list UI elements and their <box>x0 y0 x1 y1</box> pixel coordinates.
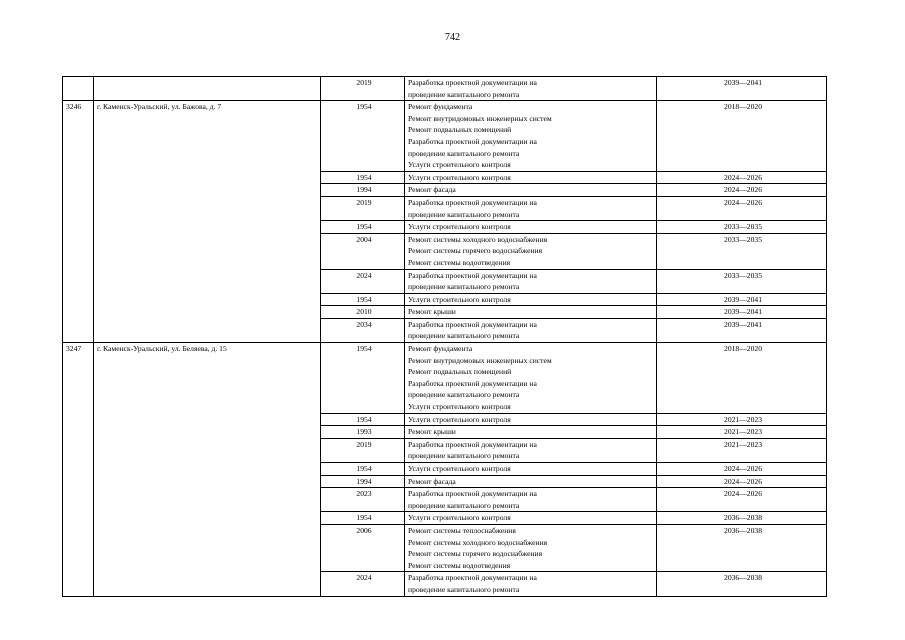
work-type-line: Ремонт подвальных помещений <box>408 125 512 135</box>
year-cell: 2019 <box>321 77 405 101</box>
planned-period-cell: 2033—2035 <box>657 269 827 293</box>
work-type-cell <box>405 196 657 220</box>
year-cell: 1954 <box>321 101 405 172</box>
work-type-cell <box>405 221 657 234</box>
work-type-cell <box>405 318 657 342</box>
table-body <box>63 77 827 597</box>
work-type-cell <box>405 572 657 596</box>
work-type-line: Ремонт системы горячего водоснабжения <box>408 246 543 256</box>
year-cell: 1954 <box>321 463 405 476</box>
planned-period-cell: 2021—2023 <box>657 438 827 462</box>
house-number-cell: 3246 <box>63 101 94 343</box>
planned-period-cell: 2024—2026 <box>657 184 827 197</box>
year-cell: 2019 <box>321 438 405 462</box>
planned-period-cell: 2018—2020 <box>657 343 827 414</box>
planned-period-cell: 2039—2041 <box>657 306 827 319</box>
work-type-line: Разработка проектной документации на <box>408 270 537 280</box>
year-cell: 1994 <box>321 184 405 197</box>
work-type-line: проведение капитального ремонта <box>408 331 520 341</box>
work-type-line: Ремонт системы теплоснабжения <box>408 525 516 535</box>
work-type-line: Ремонт фундамента <box>408 102 473 112</box>
year-cell: 2019 <box>321 196 405 220</box>
work-type-line: Услуги строительного контроля <box>408 222 511 232</box>
work-type-line: проведение капитального ремонта <box>408 209 520 219</box>
work-type-cell <box>405 293 657 306</box>
year-cell: 1954 <box>321 413 405 426</box>
year-cell: 1954 <box>321 221 405 234</box>
year-cell: 2024 <box>321 572 405 596</box>
work-type-line: Услуги строительного контроля <box>408 294 511 304</box>
house-number-cell: 3247 <box>63 343 94 596</box>
year-cell: 1954 <box>321 293 405 306</box>
work-type-line: проведение капитального ремонта <box>408 89 520 99</box>
year-cell: 1954 <box>321 171 405 184</box>
work-type-line: Ремонт системы водоотведения <box>408 257 511 267</box>
year-cell: 2006 <box>321 524 405 571</box>
planned-period-cell: 2033—2035 <box>657 233 827 269</box>
planned-period-cell: 2024—2026 <box>657 171 827 184</box>
address-cell: г. Каменск-Уральский, ул. Бажова, д. 7 <box>94 101 321 343</box>
year-cell: 2004 <box>321 233 405 269</box>
work-type-line: проведение капитального ремонта <box>408 148 520 158</box>
work-type-line: Услуги строительного контроля <box>408 402 511 412</box>
year-cell: 2024 <box>321 269 405 293</box>
work-type-line: Разработка проектной документации на <box>408 489 537 499</box>
work-type-line: проведение капитального ремонта <box>408 282 520 292</box>
planned-period-cell: 2039—2041 <box>657 293 827 306</box>
table-row <box>63 77 827 101</box>
planned-period-cell: 2021—2023 <box>657 413 827 426</box>
work-type-line: Разработка проектной документации на <box>408 78 537 87</box>
work-type-line: Услуги строительного контроля <box>408 414 511 424</box>
work-type-cell <box>405 269 657 293</box>
year-cell: 1954 <box>321 512 405 525</box>
year-cell: 2034 <box>321 318 405 342</box>
work-type-line: Услуги строительного контроля <box>408 513 511 523</box>
work-type-line: Услуги строительного контроля <box>408 172 511 182</box>
work-type-line: Ремонт подвальных помещений <box>408 367 512 377</box>
work-type-cell <box>405 77 657 101</box>
planned-period-cell: 2021—2023 <box>657 426 827 439</box>
house-number-cell <box>63 77 94 101</box>
capital-repair-table <box>62 76 827 597</box>
work-type-line: Услуги строительного контроля <box>408 160 511 170</box>
work-type-line: Ремонт системы холодного водоснабжения <box>408 537 548 547</box>
work-type-line: Разработка проектной документации на <box>408 319 537 329</box>
work-type-line: Ремонт крыши <box>408 307 456 317</box>
address-cell <box>94 77 321 101</box>
work-type-cell <box>405 438 657 462</box>
work-type-line: Разработка проектной документации на <box>408 136 537 146</box>
work-type-line: Разработка проектной документации на <box>408 439 537 449</box>
planned-period-cell: 2024—2026 <box>657 488 827 512</box>
work-type-cell <box>405 488 657 512</box>
work-type-line: Услуги строительного контроля <box>408 464 511 473</box>
work-type-line: Ремонт фасада <box>408 476 456 486</box>
work-type-cell <box>405 413 657 426</box>
work-type-line: Разработка проектной документации на <box>408 573 537 583</box>
work-type-line: Ремонт фундамента <box>408 344 473 354</box>
work-type-cell <box>405 233 657 269</box>
work-type-line: проведение капитального ремонта <box>408 500 520 510</box>
work-type-cell <box>405 426 657 439</box>
planned-period-cell: 2039—2041 <box>657 77 827 101</box>
work-type-cell <box>405 184 657 197</box>
work-type-line: Ремонт фасада <box>408 185 456 195</box>
work-type-line: Ремонт внутридомовых инженерных систем <box>408 355 552 365</box>
work-type-cell <box>405 524 657 571</box>
planned-period-cell: 2036—2038 <box>657 512 827 525</box>
page-number: 742 <box>445 32 460 43</box>
work-type-line: проведение капитального ремонта <box>408 584 520 594</box>
planned-period-cell: 2039—2041 <box>657 318 827 342</box>
work-type-cell <box>405 306 657 319</box>
work-type-cell <box>405 171 657 184</box>
work-type-line: проведение капитального ремонта <box>408 390 520 400</box>
planned-period-cell: 2024—2026 <box>657 475 827 488</box>
year-cell: 2010 <box>321 306 405 319</box>
planned-period-cell: 2036—2038 <box>657 524 827 571</box>
year-cell: 1994 <box>321 475 405 488</box>
table-row <box>63 101 827 172</box>
work-type-line: Ремонт крыши <box>408 427 456 437</box>
planned-period-cell: 2024—2026 <box>657 463 827 476</box>
table-row <box>63 343 827 414</box>
year-cell: 2023 <box>321 488 405 512</box>
work-type-line: проведение капитального ремонта <box>408 451 520 461</box>
work-type-cell <box>405 343 657 414</box>
work-type-cell <box>405 512 657 525</box>
year-cell: 1954 <box>321 343 405 414</box>
work-type-line: Ремонт системы холодного водоснабжения <box>408 234 548 244</box>
planned-period-cell: 2018—2020 <box>657 101 827 172</box>
address-cell: г. Каменск-Уральский, ул. Беляева, д. 15 <box>94 343 321 596</box>
year-cell: 1993 <box>321 426 405 439</box>
planned-period-cell: 2024—2026 <box>657 196 827 220</box>
work-type-line: Разработка проектной документации на <box>408 197 537 207</box>
work-type-line: Ремонт внутридомовых инженерных систем <box>408 113 552 123</box>
work-type-line: Ремонт системы водоотведения <box>408 560 511 570</box>
work-type-line: Разработка проектной документации на <box>408 378 537 388</box>
planned-period-cell: 2036—2038 <box>657 572 827 596</box>
work-type-line: Ремонт системы горячего водоснабжения <box>408 549 543 559</box>
work-type-cell <box>405 475 657 488</box>
work-type-cell <box>405 463 657 476</box>
work-type-cell <box>405 101 657 172</box>
planned-period-cell: 2033—2035 <box>657 221 827 234</box>
